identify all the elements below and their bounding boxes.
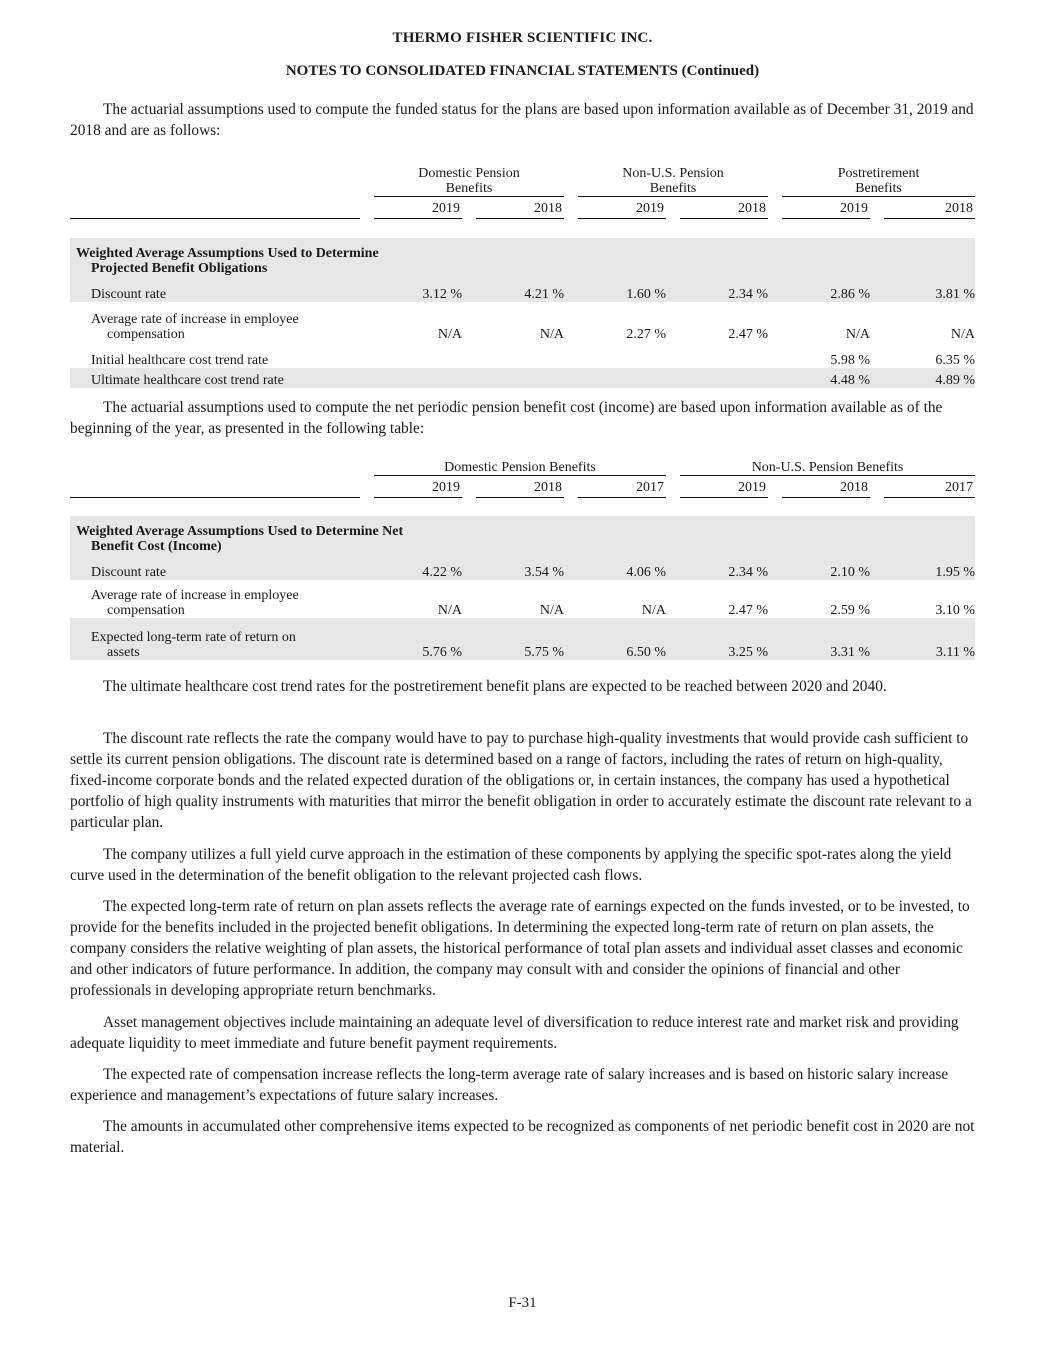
table2-year: 2018 [476, 475, 564, 497]
company-name: THERMO FISHER SCIENTIFIC INC. [392, 30, 653, 46]
paragraph-compensation: The expected rate of compensation increase reflects the long-term average rate of salary increases and is based on historic salary increase experience and management’s expectations of future salary increases. [70, 1066, 949, 1104]
table2-year: 2019 [374, 475, 462, 497]
table-row: Discount rate 4.22 % 3.54 % 4.06 % 2.34 % 2.10 % 1.95 % [70, 556, 975, 580]
table1-year-row [70, 196, 975, 218]
table1-year: 2019 [374, 196, 462, 218]
intro-paragraph-2: The actuarial assumptions used to compute the net periodic pension benefit cost (income) are based upon information available as of the beginning of the year, as presented in the following table: [70, 399, 943, 437]
table2-year: 2017 [884, 475, 975, 497]
net-benefit-cost-assumptions-table [70, 456, 975, 660]
table-row: Ultimate healthcare cost trend rate 4.48 % 4.89 % [70, 368, 975, 388]
section-title: NOTES TO CONSOLIDATED FINANCIAL STATEMENTS (Continued) [285, 63, 760, 79]
table-row: Initial healthcare cost trend rate 5.98 % 6.35 % [91, 353, 976, 368]
table2-group-header-row [70, 456, 975, 475]
page-number: F-31 [508, 1295, 537, 1311]
paragraph-yield-curve: The company utilizes a full yield curve approach in the estimation of these components by applying the specific spot-rates along the yield curve used in the determination of the benefit obligation to the relevant projected cash flows. [70, 846, 952, 884]
table2-year: 2018 [782, 475, 870, 497]
table1-year: 2018 [884, 196, 975, 218]
table1-group-header-row [70, 160, 975, 196]
table2-year: 2019 [680, 475, 768, 497]
paragraph-expected-return: The expected long-term rate of return on plan assets reflects the average rate of earnings expected on the funds invested, or to be invested, to provide for the benefits included in the projected benefit obligations. In determining the expected long-term rate of return on plan assets, the company considers the relative weighting of plan assets, the historical performance of total plan assets and individual asset classes and economic and other indicators of future performance. In addition, the company may consult with and consider the opinions of financial and other professionals in developing appropriate return benchmarks. [70, 898, 970, 999]
table1-year: 2018 [680, 196, 768, 218]
table1-section-heading: Weighted Average Assumptions Used to Determine Projected Benefit Obligations [70, 238, 975, 278]
table-row: Expected long-term rate of return on assets 5.76 % 5.75 % 6.50 % 3.25 % 3.31 % 3.11 % [70, 618, 975, 660]
table-row: Average rate of increase in employee compensation N/A N/A N/A 2.47 % 2.59 % 3.10 % [91, 588, 976, 618]
table1-group-non-us: Non-U.S. Pension Benefits [578, 160, 768, 196]
funded-status-assumptions-table [70, 160, 975, 388]
table1-group-domestic: Domestic Pension Benefits [374, 160, 564, 196]
table2-group-domestic: Domestic Pension Benefits [374, 456, 666, 475]
paragraph-discount-rate: The discount rate reflects the rate the company would have to pay to purchase high-quality investments that would provide cash sufficient to settle its current pension obligations. The discount rate is determined based on a range of factors, including the rates of return on high-quality, fixed-income corporate bonds and the related expected duration of the obligations or, in certain instances, the company has used a hypothetical portfolio of high quality instruments with maturities that mirror the benefit obligation in order to accurately estimate the discount rate relevant to a particular plan. [70, 730, 972, 831]
table1-year: 2019 [578, 196, 666, 218]
table1-group-postretirement: Postretirement Benefits [782, 160, 975, 196]
table-row: Average rate of increase in employee compensation N/A N/A 2.27 % 2.47 % N/A N/A [91, 312, 976, 342]
table2-section-heading: Weighted Average Assumptions Used to Determine Net Benefit Cost (Income) [70, 516, 975, 556]
table1-year: 2018 [476, 196, 564, 218]
table2-year: 2017 [578, 475, 666, 497]
table-row: Discount rate 3.12 % 4.21 % 1.60 % 2.34 % 2.86 % 3.81 % [70, 278, 975, 302]
table2-year-row [70, 475, 975, 497]
paragraph-aoci: The amounts in accumulated other comprehensive items expected to be recognized as components of net periodic benefit cost in 2020 are not material. [70, 1118, 975, 1156]
intro-paragraph-1: The actuarial assumptions used to compute the funded status for the plans are based upon information available as of December 31, 2019 and 2018 and are as follows: [70, 101, 974, 139]
paragraph-trend-rates: The ultimate healthcare cost trend rates for the postretirement benefit plans are expected to be reached between 2020 and 2040. [103, 678, 887, 695]
paragraph-asset-management: Asset management objectives include maintaining an adequate level of diversification to reduce interest rate and market risk and providing adequate liquidity to meet immediate and future benefit payment requirements. [70, 1014, 959, 1052]
table1-year: 2019 [782, 196, 870, 218]
table2-group-non-us: Non-U.S. Pension Benefits [680, 456, 975, 475]
